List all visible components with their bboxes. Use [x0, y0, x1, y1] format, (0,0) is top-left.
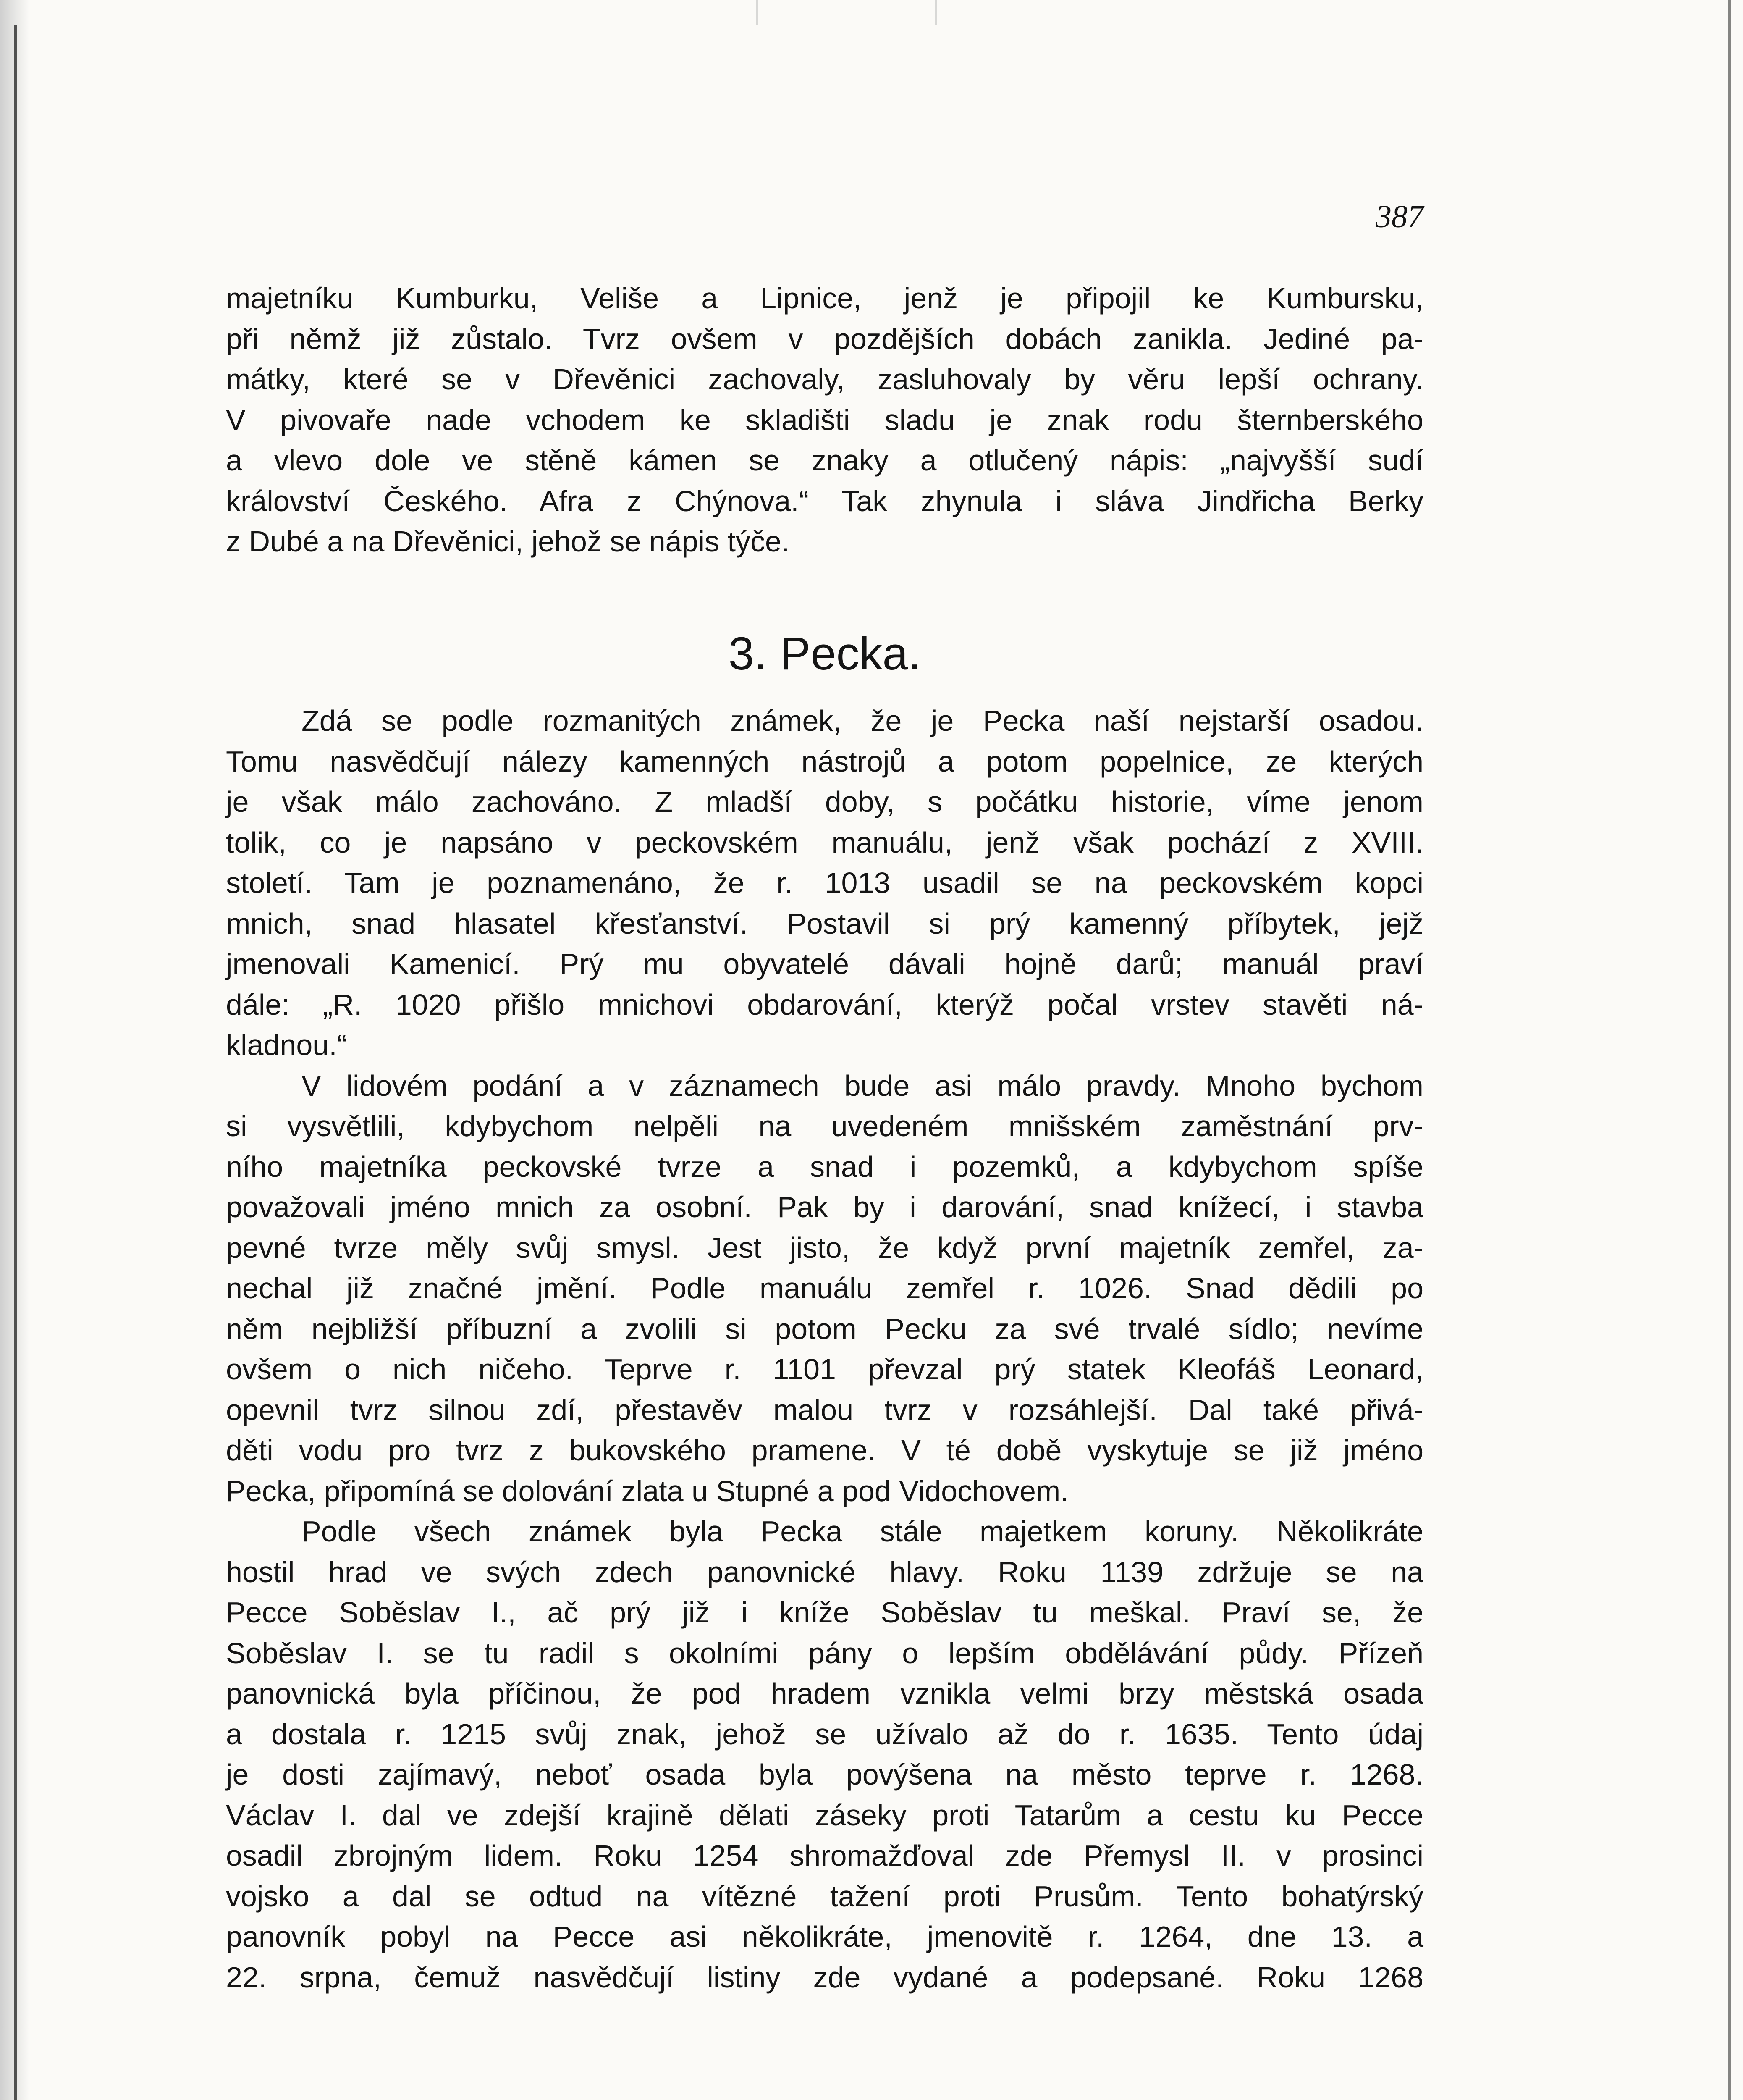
paragraph-line: hostil hrad ve svých zdech panovnické hlavy. Roku 1139 zdržuje se na [226, 1555, 1423, 1588]
section-body [226, 701, 1423, 1998]
paragraph-line: si vysvětlili, kdybychom nelpěli na uvedeném mnišském zaměstnání prv- [226, 1110, 1423, 1142]
paragraph-line: jmenovali Kamenicí. Prý mu obyvatelé dávali hojně darů; manuál praví [226, 948, 1423, 980]
paragraph-line: století. Tam je poznamenáno, že r. 1013 usadil se na peckovském kopci [226, 866, 1423, 899]
paragraph-line: nechal již značné jmění. Podle manuálu zemřel r. 1026. Snad dědili po [226, 1272, 1423, 1305]
intro-line: a vlevo dole ve stěně kámen se znaky a otlučený nápis: „najvyšší sudí [226, 444, 1423, 477]
paragraph-line: ního majetníka peckovské tvrze a snad i pozemků, a kdybychom spíše [226, 1150, 1423, 1183]
paragraph-line: vojsko a dal se odtud na vítězné tažení proti Prusům. Tento bohatýrský [226, 1880, 1423, 1913]
paragraph-line: Podle všech známek byla Pecka stále majetkem koruny. Několikráte [301, 1515, 1423, 1548]
paragraph-line: kladnou.“ [226, 1029, 347, 1061]
paragraph-line: dále: „R. 1020 přišlo mnichovi obdarování, kterýž počal vrstev stavěti ná- [226, 988, 1423, 1021]
intro-line: z Dubé a na Dřevěnici, jehož se nápis týče. [226, 525, 790, 558]
intro-line: při němž již zůstalo. Tvrz ovšem v pozdějších dobách zanikla. Jediné pa- [226, 322, 1423, 355]
page-number: 387 [1376, 199, 1423, 234]
paragraph-line: tolik, co je napsáno v peckovském manuálu, jenž však pochází z XVIII. [226, 826, 1423, 859]
paragraph-line: Pecce Soběslav I., ač prý již i kníže Soběslav tu meškal. Praví se, že [226, 1596, 1423, 1629]
paragraph-line: něm nejbližší příbuzní a zvolili si potom Pecku za své trvalé sídlo; nevíme [226, 1312, 1423, 1345]
paragraph-line: panovník pobyl na Pecce asi několikráte, jmenovitě r. 1264, dne 13. a [226, 1920, 1423, 1953]
intro-line: mátky, které se v Dřevěnici zachovaly, zasluhovaly by věru lepší ochrany. [226, 363, 1423, 396]
paragraph-line: osadil zbrojným lidem. Roku 1254 shromažďoval zde Přemysl II. v prosinci [226, 1839, 1423, 1872]
paragraph-line: je dosti zajímavý, neboť osada byla povýšena na město teprve r. 1268. [226, 1758, 1423, 1791]
paragraph-line: V lidovém podání a v záznamech bude asi málo pravdy. Mnoho bychom [301, 1069, 1423, 1102]
section-heading: 3. Pecka. [728, 628, 921, 680]
paragraph-line: a dostala r. 1215 svůj znak, jehož se užívalo až do r. 1635. Tento údaj [226, 1717, 1423, 1751]
scan-crop-mark [756, 0, 937, 25]
intro-line: majetníku Kumburku, Veliše a Lipnice, jenž je připojil ke Kumbursku, [226, 282, 1423, 315]
intro-line: království Českého. Afra z Chýnova.“ Tak zhynula i sláva Jindřicha Berky [226, 484, 1423, 517]
binding-edge-line [14, 25, 17, 2100]
paragraph-line: děti vodu pro tvrz z bukovského pramene. V té době vyskytuje se již jméno [226, 1434, 1423, 1467]
paragraph-line: Václav I. dal ve zdejší krajině dělati záseky proti Tatarům a cestu ku Pecce [226, 1798, 1423, 1832]
paragraph-line: je však málo zachováno. Z mladší doby, s počátku historie, víme jenom [226, 785, 1423, 818]
paragraph-line: panovnická byla příčinou, že pod hradem vznikla velmi brzy městská osada [226, 1677, 1423, 1710]
paragraph-line: Soběslav I. se tu radil s okolními pány o lepším obdělávání půdy. Přízeň [226, 1636, 1423, 1670]
paragraph-line: 22. srpna, čemuž nasvědčují listiny zde vydané a podepsané. Roku 1268 [226, 1961, 1423, 1994]
paragraph-line: Pecka, připomíná se dolování zlata u Stupné a pod Vidochovem. [226, 1474, 1069, 1507]
paragraph-line: Tomu nasvědčují nálezy kamenných nástrojů a potom popelnice, ze kterých [226, 745, 1423, 778]
page-edge-line [1728, 0, 1731, 2100]
paragraph-line: opevnil tvrz silnou zdí, přestavěv malou tvrz v rozsáhlejší. Dal také přivá- [226, 1393, 1423, 1426]
paragraph-line: mnich, snad hlasatel křesťanství. Postavil si prý kamenný příbytek, jejž [226, 907, 1423, 940]
intro-text-block [226, 278, 1423, 562]
paragraph-line: považovali jméno mnich za osobní. Pak by i darování, snad knížecí, i stavba [226, 1191, 1423, 1223]
intro-line: V pivovaře nade vchodem ke skladišti sladu je znak rodu šternberského [226, 403, 1423, 436]
paragraph-line: ovšem o nich ničeho. Teprve r. 1101 převzal prý statek Kleofáš Leonard, [226, 1353, 1423, 1386]
paragraph-line: Zdá se podle rozmanitých známek, že je Pecka naší nejstarší osadou. [301, 704, 1423, 737]
paragraph-line: pevné tvrze měly svůj smysl. Jest jisto, že když první majetník zemřel, za- [226, 1231, 1423, 1264]
